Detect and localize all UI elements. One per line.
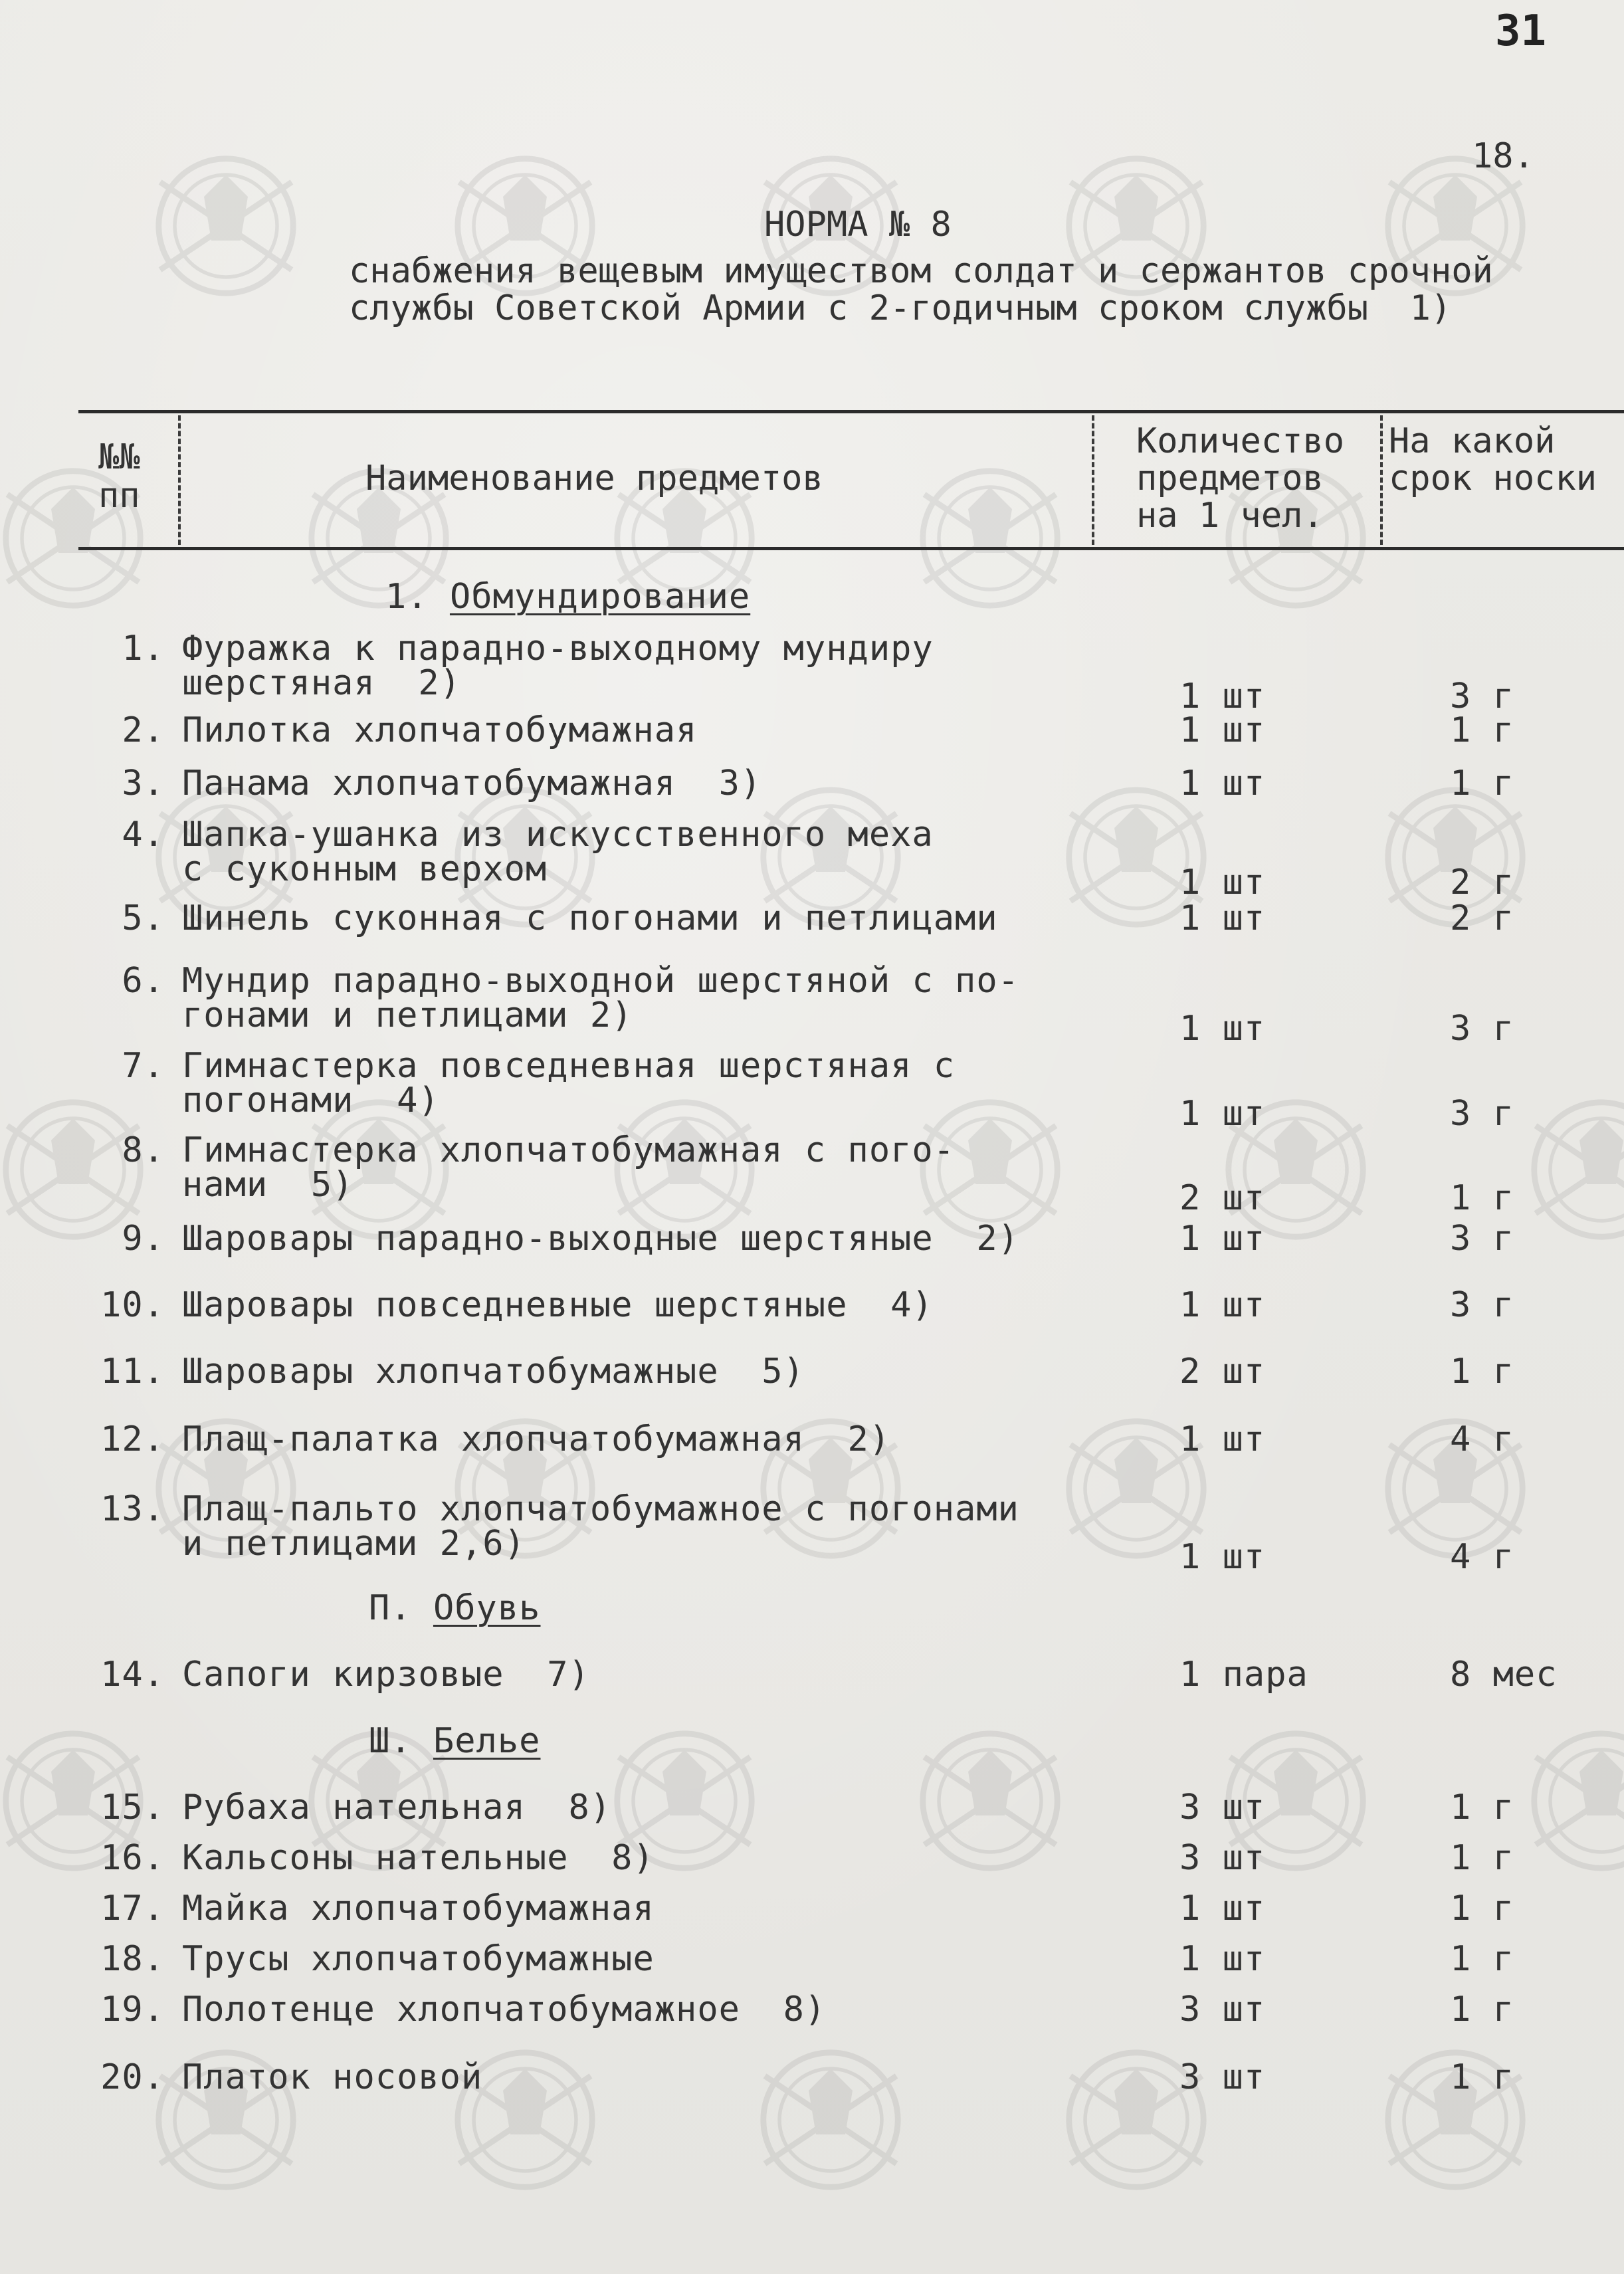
item-quantity: 1 шт: [1179, 764, 1266, 803]
item-term: 1 г: [1450, 1788, 1514, 1827]
item-name: Фуражка к парадно-выходному мундиру: [182, 629, 934, 669]
item-name: Шаровары хлопчатобумажные 5): [182, 1352, 805, 1392]
item-number: 15.: [100, 1788, 165, 1827]
item-term: 1 г: [1450, 710, 1514, 750]
header-qty-line3: на 1 чел.: [1136, 496, 1324, 536]
header-separator: [178, 415, 181, 545]
item-number: 17.: [100, 1889, 165, 1928]
item-quantity: 1 шт: [1179, 1419, 1266, 1459]
item-number: 13.: [100, 1489, 165, 1529]
header-separator: [1092, 415, 1094, 545]
item-term: 1 г: [1450, 1178, 1514, 1218]
item-quantity: 1 шт: [1179, 1537, 1266, 1577]
item-name: гонами и петлицами 2): [182, 995, 633, 1035]
item-name: Шаровары повседневные шерстяные 4): [182, 1285, 934, 1325]
item-number: 19.: [100, 1990, 165, 2029]
item-name: Трусы хлопчатобумажные: [182, 1939, 655, 1979]
item-term: 2 г: [1450, 863, 1514, 902]
item-term: 1 г: [1450, 1990, 1514, 2029]
item-quantity: 1 шт: [1179, 898, 1266, 938]
item-quantity: 1 шт: [1179, 863, 1266, 902]
archive-crest-watermark-icon: [153, 153, 299, 299]
item-number: 6.: [122, 961, 165, 1001]
archive-crest-watermark-icon: [1528, 1096, 1624, 1243]
item-term: 3 г: [1450, 676, 1514, 716]
header-separator: [1380, 415, 1383, 545]
item-name: Платок носовой: [182, 2057, 483, 2097]
item-name: шерстяная 2): [182, 663, 461, 703]
item-number: 12.: [100, 1419, 165, 1459]
item-number: 7.: [122, 1046, 165, 1086]
item-quantity: 3 шт: [1179, 1990, 1266, 2029]
item-name: Кальсоны нательные 8): [182, 1838, 655, 1878]
item-quantity: 3 шт: [1179, 1788, 1266, 1827]
item-name: Плащ-палатка хлопчатобумажная 2): [182, 1419, 891, 1459]
item-term: 4 г: [1450, 1537, 1514, 1577]
item-quantity: 1 шт: [1179, 1285, 1266, 1325]
item-term: 1 г: [1450, 1939, 1514, 1979]
item-quantity: 3 шт: [1179, 1838, 1266, 1878]
item-quantity: 1 шт: [1179, 676, 1266, 716]
item-number: 8.: [122, 1130, 165, 1170]
document-subtitle-line2: службы Советской Армии с 2-годичным сроком службы 1): [349, 288, 1452, 328]
header-num-line1: №№: [98, 437, 140, 477]
item-term: 8 мес: [1450, 1655, 1558, 1695]
item-name: Пилотка хлопчатобумажная: [182, 710, 698, 750]
item-term: 1 г: [1450, 1352, 1514, 1392]
archive-crest-watermark-icon: [1528, 1728, 1624, 1874]
item-number: 20.: [100, 2057, 165, 2097]
header-qty-line1: Количество: [1136, 421, 1345, 461]
item-quantity: 1 шт: [1179, 1889, 1266, 1928]
item-name: Сапоги кирзовые 7): [182, 1655, 590, 1695]
item-name: погонами 4): [182, 1081, 440, 1120]
page-number: 18.: [1472, 136, 1534, 176]
item-number: 10.: [100, 1285, 165, 1325]
item-name: Мундир парадно-выходной шерстяной с по-: [182, 961, 1019, 1001]
header-term-line1: На какой: [1389, 421, 1556, 461]
item-term: 2 г: [1450, 898, 1514, 938]
item-term: 1 г: [1450, 2057, 1514, 2097]
document-title: НОРМА № 8: [764, 205, 952, 245]
header-qty-line2: предметов: [1136, 459, 1324, 498]
item-name: и петлицами 2,6): [182, 1524, 526, 1564]
item-quantity: 1 шт: [1179, 1094, 1266, 1134]
item-quantity: 1 шт: [1179, 1219, 1266, 1259]
document-subtitle-line1: снабжения вещевым имуществом солдат и сержантов срочной: [349, 251, 1493, 291]
item-name: Полотенце хлопчатобумажное 8): [182, 1990, 827, 2029]
item-term: 3 г: [1450, 1219, 1514, 1259]
item-name: Шаровары парадно-выходные шерстяные 2): [182, 1219, 1019, 1259]
item-term: 1 г: [1450, 1889, 1514, 1928]
item-number: 1.: [122, 629, 165, 669]
item-name: Гимнастерка повседневная шерстяная с: [182, 1046, 956, 1086]
section-heading: П. Обувь: [369, 1588, 541, 1628]
item-number: 16.: [100, 1838, 165, 1878]
item-term: 3 г: [1450, 1009, 1514, 1049]
item-name: с суконным верхом: [182, 849, 548, 889]
item-term: 1 г: [1450, 1838, 1514, 1878]
item-number: 3.: [122, 764, 165, 803]
item-term: 3 г: [1450, 1285, 1514, 1325]
item-quantity: 2 шт: [1179, 1178, 1266, 1218]
item-name: Гимнастерка хлопчатобумажная с пого-: [182, 1130, 956, 1170]
item-name: нами 5): [182, 1165, 354, 1205]
item-term: 4 г: [1450, 1419, 1514, 1459]
item-quantity: 3 шт: [1179, 2057, 1266, 2097]
header-name: Наименование предметов: [365, 459, 823, 498]
item-name: Шапка-ушанка из искусственного меха: [182, 815, 934, 855]
section-heading: Ш. Белье: [369, 1721, 541, 1761]
item-name: Плащ-пальто хлопчатобумажное с погонами: [182, 1489, 1019, 1529]
item-name: Шинель суконная с погонами и петлицами: [182, 898, 998, 938]
item-quantity: 1 шт: [1179, 1009, 1266, 1049]
item-number: 5.: [122, 898, 165, 938]
item-term: 3 г: [1450, 1094, 1514, 1134]
section-heading: 1. Обмундирование: [385, 577, 751, 617]
item-term: 1 г: [1450, 764, 1514, 803]
table-header-bottom-rule: [78, 547, 1624, 550]
header-term-line2: срок носки: [1389, 459, 1597, 498]
archive-crest-watermark-icon: [917, 465, 1063, 611]
item-quantity: 1 шт: [1179, 1939, 1266, 1979]
item-name: Майка хлопчатобумажная: [182, 1889, 655, 1928]
item-number: 9.: [122, 1219, 165, 1259]
item-quantity: 1 пара: [1179, 1655, 1308, 1695]
item-name: Панама хлопчатобумажная 3): [182, 764, 762, 803]
item-number: 11.: [100, 1352, 165, 1392]
item-number: 4.: [122, 815, 165, 855]
item-number: 18.: [100, 1939, 165, 1979]
item-quantity: 1 шт: [1179, 710, 1266, 750]
archive-crest-watermark-icon: [917, 1728, 1063, 1874]
item-quantity: 2 шт: [1179, 1352, 1266, 1392]
item-number: 14.: [100, 1655, 165, 1695]
item-name: Рубаха нательная 8): [182, 1788, 612, 1827]
table-top-rule: [78, 410, 1624, 413]
item-number: 2.: [122, 710, 165, 750]
archive-page-number: 31: [1495, 7, 1547, 56]
header-num-line2: пп: [98, 476, 140, 516]
archive-crest-watermark-icon: [758, 2047, 904, 2193]
